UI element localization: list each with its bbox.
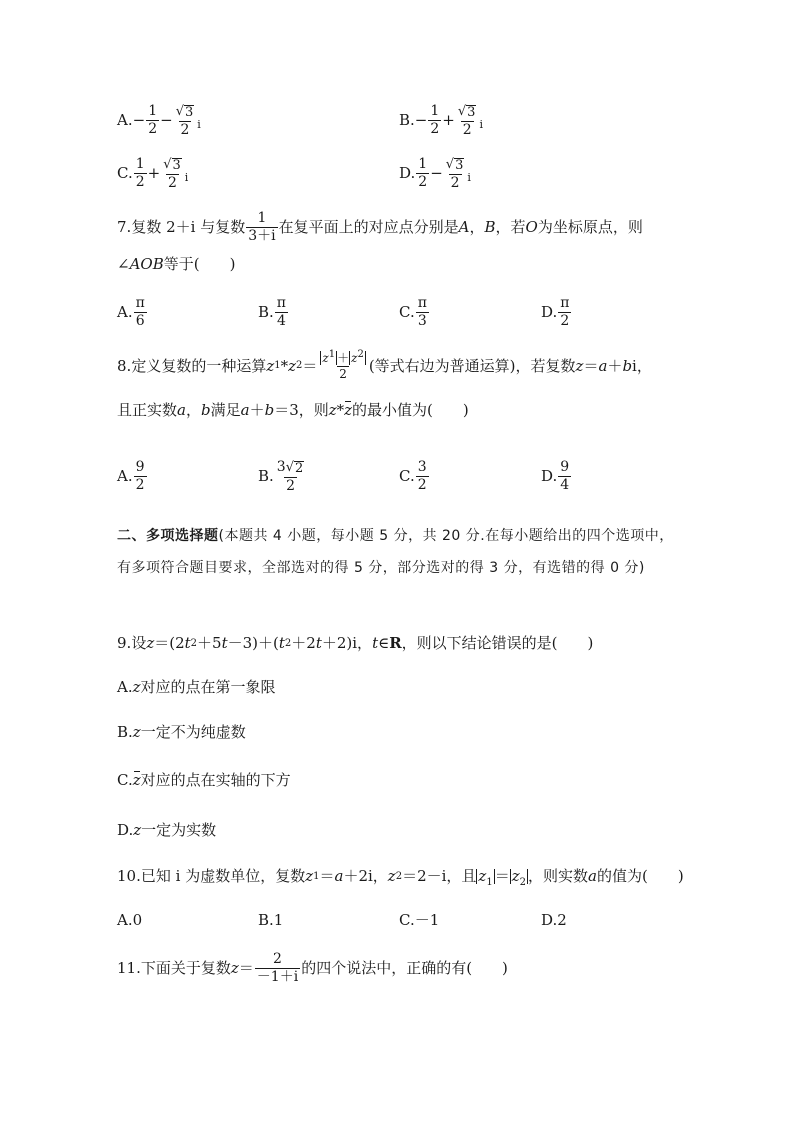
text-span: 4 xyxy=(276,312,286,329)
q9-stem: 9. 设 z ＝(2 t 2 ＋5 t －3)＋( t 2 ＋2 t ＋2)i， t ∈ R ，则以下结论错误的是( ) xyxy=(117,634,594,652)
text-span: ＋5 xyxy=(197,634,222,652)
text-span: ， xyxy=(185,401,201,419)
text-span: －1 xyxy=(414,911,440,929)
text-span: 3 xyxy=(417,459,427,475)
fraction xyxy=(255,952,300,984)
text-span: D. xyxy=(541,302,558,321)
q9-option-a xyxy=(117,680,276,695)
q6-option-c xyxy=(117,157,188,190)
text-span: 2 xyxy=(135,476,145,493)
text-span: z xyxy=(575,356,584,375)
text-span: z xyxy=(132,771,141,789)
text-span: (等式右边为普通运算)，若复数 xyxy=(368,356,576,375)
text-span: A xyxy=(458,217,470,236)
text-span: 11. xyxy=(117,958,141,977)
text-span: ＋ xyxy=(337,351,350,365)
text-span: i xyxy=(467,171,471,185)
text-span: b xyxy=(622,356,633,375)
text-span: 3 xyxy=(276,459,286,475)
text-span: 6 xyxy=(135,312,145,329)
text-span: t xyxy=(221,634,228,652)
text-span: z xyxy=(511,867,520,885)
text-span: 2 xyxy=(295,461,304,476)
text-span: 2 xyxy=(148,121,158,138)
q7-stem-line2 xyxy=(117,257,235,272)
q8-option-d xyxy=(541,460,572,492)
text-span: 9 xyxy=(135,459,145,475)
text-span: 8. xyxy=(117,356,132,375)
text-span: ∠ xyxy=(117,255,130,273)
q7-stem-line1 xyxy=(117,211,643,243)
text-span: t xyxy=(184,634,191,652)
text-span: z xyxy=(288,356,297,375)
text-span: 2 xyxy=(339,366,347,381)
text-span: B. xyxy=(258,911,274,929)
text-span: 9. xyxy=(117,634,132,652)
text-span: 3＋i xyxy=(248,227,276,244)
text-span: z xyxy=(344,401,353,419)
text-span: − xyxy=(160,111,173,130)
text-span: D. xyxy=(399,164,416,183)
text-span: z xyxy=(322,351,329,365)
q7-option-c xyxy=(399,296,430,328)
fraction xyxy=(246,211,277,243)
q10-stem: 10. 已知 i 为虚数单位，复数 z 1 ＝ a ＋2i， z 2 ＝2－i，且 $z_1$ ＝ $z_2$ ，则实数 a 的值为( ) xyxy=(117,867,684,888)
q10-option-a xyxy=(117,913,142,928)
q11-stem xyxy=(117,952,508,984)
q9-option-c xyxy=(117,773,291,788)
q7-option-d xyxy=(541,296,572,328)
text-span: ＋2 xyxy=(291,634,316,652)
text-span: i xyxy=(197,118,201,132)
fraction: √ 3 2 xyxy=(175,104,194,138)
text-span: (本题共 4 小题，每小题 5 分，共 20 分.在每小题给出的四个选项中，有多项符合题目要求，全部选对的得 5 分，部分选对的得 3 分，有选错的得 0 分) xyxy=(117,528,674,576)
text-span: 2 xyxy=(560,312,570,329)
text-span: 1 xyxy=(328,349,336,360)
text-span: z xyxy=(328,401,337,419)
text-span: 的最小值为( ) xyxy=(352,401,469,419)
q8-option-b: B. 3 √ 2 2 xyxy=(258,459,304,494)
text-span: 2 xyxy=(450,174,460,191)
text-span: 1 xyxy=(273,911,284,929)
text-span: 2 xyxy=(430,121,440,138)
text-span: D. xyxy=(541,466,558,485)
text-span: 对应的点在实轴的下方 xyxy=(140,771,291,789)
text-span: t xyxy=(372,634,379,652)
text-span: ＝ xyxy=(238,958,254,977)
text-span: 1 xyxy=(148,103,158,120)
text-span: 对应的点在第一象限 xyxy=(140,678,276,696)
text-span: ＝ xyxy=(494,867,510,885)
text-span: π xyxy=(560,295,570,311)
fraction xyxy=(134,157,147,189)
text-span: ＋ xyxy=(249,401,265,419)
text-span: 9 xyxy=(560,459,570,475)
text-span: a xyxy=(334,867,344,885)
text-span: B xyxy=(484,217,496,236)
text-span: a xyxy=(177,401,186,419)
text-span: 4 xyxy=(560,476,570,493)
text-span: 在复平面上的对应点分别是 xyxy=(278,217,459,236)
text-span: 且正实数 xyxy=(117,401,178,419)
text-span: 2 xyxy=(168,174,177,191)
text-span: 3 xyxy=(417,312,427,329)
text-span: ＝2－i，且 xyxy=(402,867,477,885)
text-span: C. xyxy=(117,771,133,789)
text-span: B. xyxy=(117,723,133,741)
text-span: 二、多项选择题 xyxy=(117,528,219,544)
text-span: ，若 xyxy=(495,217,526,236)
text-span: z xyxy=(146,634,155,652)
text-span: 2 xyxy=(519,877,526,888)
text-span: A. xyxy=(117,466,133,485)
q10-option-c xyxy=(399,913,439,928)
text-span: A. xyxy=(117,302,133,321)
text-span: i xyxy=(479,118,483,132)
text-span: − xyxy=(414,111,428,130)
text-span: ＝3，则 xyxy=(274,401,329,419)
text-span: ＋2i， xyxy=(343,867,388,885)
fraction: √ 3 2 xyxy=(445,157,464,191)
text-span: π xyxy=(276,295,286,311)
q6-option-d xyxy=(399,157,471,190)
text-span: b xyxy=(200,401,211,419)
text-span: 一定不为纯虚数 xyxy=(140,723,246,741)
text-span: 2 xyxy=(357,349,364,360)
text-span: 1 xyxy=(135,156,145,173)
text-span: 0 xyxy=(132,911,143,929)
text-span: z xyxy=(305,867,314,885)
text-span: 2 xyxy=(180,121,190,138)
text-span: a xyxy=(588,867,597,885)
text-span: b xyxy=(264,401,275,419)
text-span: 已知 i 为虚数单位，复数 xyxy=(140,867,306,885)
text-span: z xyxy=(387,867,396,885)
text-span: －3)＋( xyxy=(227,634,279,652)
text-span: C. xyxy=(399,302,415,321)
text-span: 下面关于复数 xyxy=(140,958,231,977)
text-span: D. xyxy=(541,911,558,929)
text-span: t xyxy=(315,634,322,652)
q6-option-b xyxy=(399,104,483,137)
text-span: ＝(2 xyxy=(154,634,185,652)
text-span: 定义复数的一种运算 xyxy=(131,356,267,375)
text-span: + xyxy=(147,164,161,183)
text-span: 10. xyxy=(117,867,141,885)
text-span: − xyxy=(430,164,443,183)
fraction: √ 3 2 xyxy=(163,157,181,191)
text-span: i xyxy=(184,171,189,185)
text-span: 的四个说法中，正确的有( ) xyxy=(301,958,508,977)
text-span: 设 xyxy=(131,634,147,652)
text-span: z xyxy=(133,821,142,839)
fraction xyxy=(146,104,159,136)
text-span: π xyxy=(417,295,427,311)
text-span: ＋ xyxy=(607,356,623,375)
text-span: 1 xyxy=(418,156,428,173)
text-span: ， xyxy=(469,217,485,236)
q8-option-c xyxy=(399,460,430,492)
text-span: * xyxy=(280,356,289,375)
text-span: 3 xyxy=(455,158,464,173)
text-span: 7. xyxy=(117,217,132,236)
text-span: 为坐标原点，则 xyxy=(537,217,643,236)
text-span: C. xyxy=(399,466,415,485)
text-span: z xyxy=(132,678,141,696)
q9-option-d xyxy=(117,823,216,838)
q10-option-b xyxy=(258,913,283,928)
text-span: 满足 xyxy=(210,401,241,419)
text-span: z xyxy=(266,356,275,375)
q7-option-a xyxy=(117,296,148,328)
text-span: 等于( ) xyxy=(163,255,236,273)
q10-option-d xyxy=(541,913,567,928)
text-span: C. xyxy=(399,911,415,929)
text-span: * xyxy=(336,401,345,419)
q8-stem-line2 xyxy=(117,403,469,418)
text-span: 复数 2＋i 与复数 xyxy=(131,217,246,236)
text-span: ＝ xyxy=(319,867,335,885)
text-span: i， xyxy=(632,356,652,375)
text-span: ，则以下结论错误的是( ) xyxy=(401,634,594,652)
text-span: 2 xyxy=(286,477,295,494)
fraction xyxy=(416,157,429,189)
text-span: z xyxy=(478,867,487,885)
text-span: R xyxy=(389,634,402,652)
text-span: －1＋i xyxy=(256,968,299,985)
text-span: 3 xyxy=(172,158,181,173)
text-span: − xyxy=(132,111,146,130)
text-span: B. xyxy=(258,467,274,486)
text-span: A. xyxy=(117,911,133,929)
text-span: ＋2)i， xyxy=(321,634,373,652)
text-span: ，则实数 xyxy=(528,867,589,885)
text-span: 1 xyxy=(257,210,267,226)
q8-option-a xyxy=(117,460,148,492)
text-span: D. xyxy=(117,821,134,839)
fraction xyxy=(318,349,367,381)
text-span: 2 xyxy=(557,911,567,929)
text-span: + xyxy=(442,111,455,130)
text-span: 2 xyxy=(273,951,282,967)
fraction xyxy=(428,104,441,136)
text-span: 2 xyxy=(418,174,428,191)
text-span: 一定为实数 xyxy=(141,821,217,839)
text-span: AOB xyxy=(129,255,164,273)
text-span: 2 xyxy=(417,476,427,493)
text-span: ＝ xyxy=(302,356,318,375)
text-span: 2 xyxy=(135,174,145,191)
text-span: B. xyxy=(399,111,415,130)
text-span: z xyxy=(132,723,141,741)
text-span: A. xyxy=(117,111,133,130)
text-span: z xyxy=(230,958,239,977)
section-multi-choice-header xyxy=(117,520,687,584)
text-span: a xyxy=(598,356,608,375)
text-span: z xyxy=(351,351,358,365)
text-span: ＝ xyxy=(583,356,599,375)
q7-option-b xyxy=(258,296,289,328)
text-span: O xyxy=(525,217,538,236)
text-span: 3 xyxy=(467,105,476,120)
q8-stem-line1: 8. 定义复数的一种运算 z 1 * z 2 ＝ $\frac{z^1 + z^2}{2}$ (等式右边为普通运算)，若复数 z ＝ a ＋ b i， xyxy=(117,349,652,381)
text-span: A. xyxy=(117,678,133,696)
text-span: B. xyxy=(258,302,274,321)
text-span: C. xyxy=(117,164,133,183)
text-span: 的值为( ) xyxy=(596,867,684,885)
text-span: 2 xyxy=(462,121,472,138)
fraction: √ 3 2 xyxy=(457,104,476,138)
text-span: ∈ xyxy=(378,634,390,652)
text-span: π xyxy=(135,295,145,311)
text-span: 3 xyxy=(184,105,194,120)
text-span: a xyxy=(240,401,250,419)
text-span: 1 xyxy=(486,877,493,888)
q6-option-a xyxy=(117,104,201,137)
text-span: 1 xyxy=(430,103,440,120)
q9-option-b xyxy=(117,725,246,740)
text-span: t xyxy=(278,634,285,652)
